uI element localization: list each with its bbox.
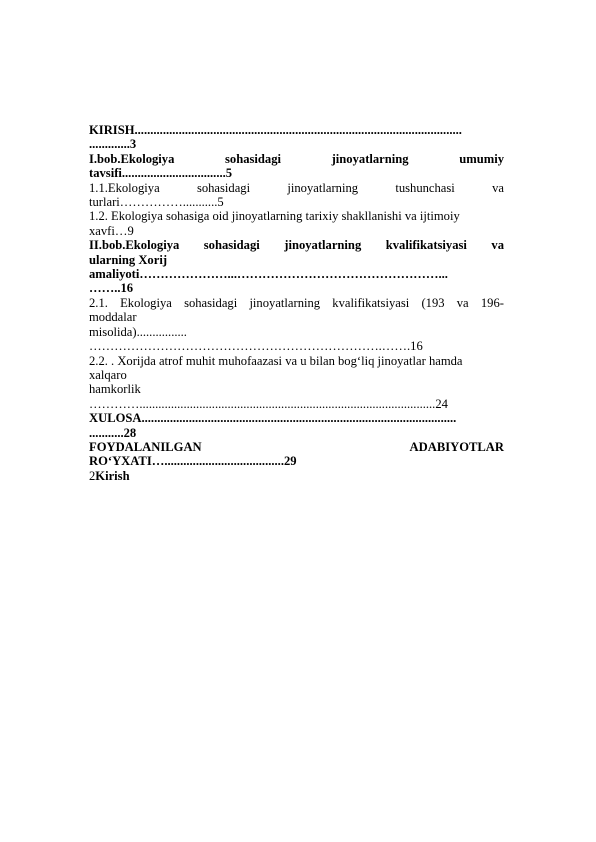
toc-word: sohasidagi	[203, 238, 260, 253]
toc-entry-section-2-2	[89, 354, 504, 412]
toc-section-2-2-line-1: 2.2. . Xorijda atrof muhit muhofaazasi va u bilan bog‘liq jinoyatlar hamda	[89, 353, 463, 368]
toc-word: sohasidagi	[225, 151, 281, 166]
toc-section-2-1-line-4: …………………………………………………………….…….16	[89, 339, 423, 354]
toc-kirish-line-1: KIRISH........................................................................................................	[89, 123, 462, 137]
toc-word: va	[491, 238, 504, 253]
toc-word: jinoyatlarning	[284, 238, 362, 253]
toc-entry-xulosa	[89, 411, 504, 440]
toc-word: ADABIYOTLAR	[409, 439, 504, 454]
toc-section-1-1-title	[89, 181, 504, 195]
toc-word: II.bob.Ekologiya	[89, 238, 180, 253]
toc-word: (193	[421, 295, 445, 310]
toc-word: tushunchasi	[395, 180, 455, 195]
toc-chapter-2-title	[89, 238, 504, 252]
toc-kirish-line-2: .............3	[89, 137, 137, 152]
toc-section-2-2-line-3: hamkorlik	[89, 382, 141, 397]
toc-chapter-2-line-4: ……..16	[89, 281, 134, 296]
next-section-heading	[89, 469, 504, 483]
toc-word: jinoyatlarning	[249, 295, 321, 310]
toc-word: jinoyatlarning	[331, 151, 409, 166]
toc-word: va	[492, 180, 504, 195]
toc-chapter-2-line-3: amaliyoti…………………...…………………………………………...	[89, 267, 448, 282]
toc-section-2-1-title	[89, 296, 504, 310]
toc-entry-section-1-2	[89, 209, 504, 238]
toc-xulosa-line-1: XULOSA....................................................................................................	[89, 411, 457, 426]
toc-chapter-1-line-2: tavsifi.................................5	[89, 166, 233, 181]
toc-word: va	[456, 295, 469, 310]
toc-word: 196-	[480, 295, 504, 310]
toc-section-2-2-line-2: xalqaro	[89, 367, 127, 382]
toc-section-1-2-line-2: xavfi…9	[89, 223, 134, 238]
toc-word: kvalifikatsiyasi	[332, 295, 410, 310]
toc-entry-chapter-1	[89, 152, 504, 181]
toc-chapter-2-line-2: ularning Xorij	[89, 252, 168, 267]
toc-word: 2.1.	[89, 295, 108, 310]
toc-section-2-1-line-3: misolida)................	[89, 324, 187, 339]
toc-word: FOYDALANILGAN	[89, 439, 202, 454]
toc-entry-chapter-2	[89, 238, 504, 296]
toc-word: 1.1.Ekologiya	[89, 180, 160, 195]
toc-word: jinoyatlarning	[287, 180, 359, 195]
toc-chapter-1-title	[89, 152, 504, 166]
toc-word: kvalifikatsiyasi	[385, 238, 467, 253]
toc-entry-kirish	[89, 123, 504, 152]
page-number: 2	[89, 468, 96, 483]
toc-word: sohasidagi	[196, 180, 251, 195]
toc-word: sohasidagi	[184, 295, 238, 310]
toc-word: I.bob.Ekologiya	[89, 151, 175, 166]
table-of-contents	[89, 123, 504, 483]
toc-xulosa-line-2: ...........28	[89, 425, 137, 440]
toc-section-2-2-line-4: …………..............................................................................................24	[89, 396, 448, 411]
toc-section-1-2-line-1: 1.2. Ekologiya sohasiga oid jinoyatlarning tarixiy shakllanishi va ijtimoiy	[89, 209, 460, 224]
toc-word: Ekologiya	[120, 295, 172, 310]
toc-adabiyotlar-line-2: RO‘YXATI…......................................29	[89, 454, 297, 469]
toc-adabiyotlar-title	[89, 440, 504, 454]
toc-word: umumiy	[459, 151, 504, 166]
kirish-heading: Kirish	[95, 468, 130, 483]
toc-section-2-1-line-2: moddalar	[89, 310, 137, 325]
toc-entry-adabiyotlar	[89, 440, 504, 469]
toc-section-1-1-line-2: turlari……………...........5	[89, 195, 224, 210]
toc-entry-section-2-1	[89, 296, 504, 354]
toc-entry-section-1-1	[89, 181, 504, 210]
